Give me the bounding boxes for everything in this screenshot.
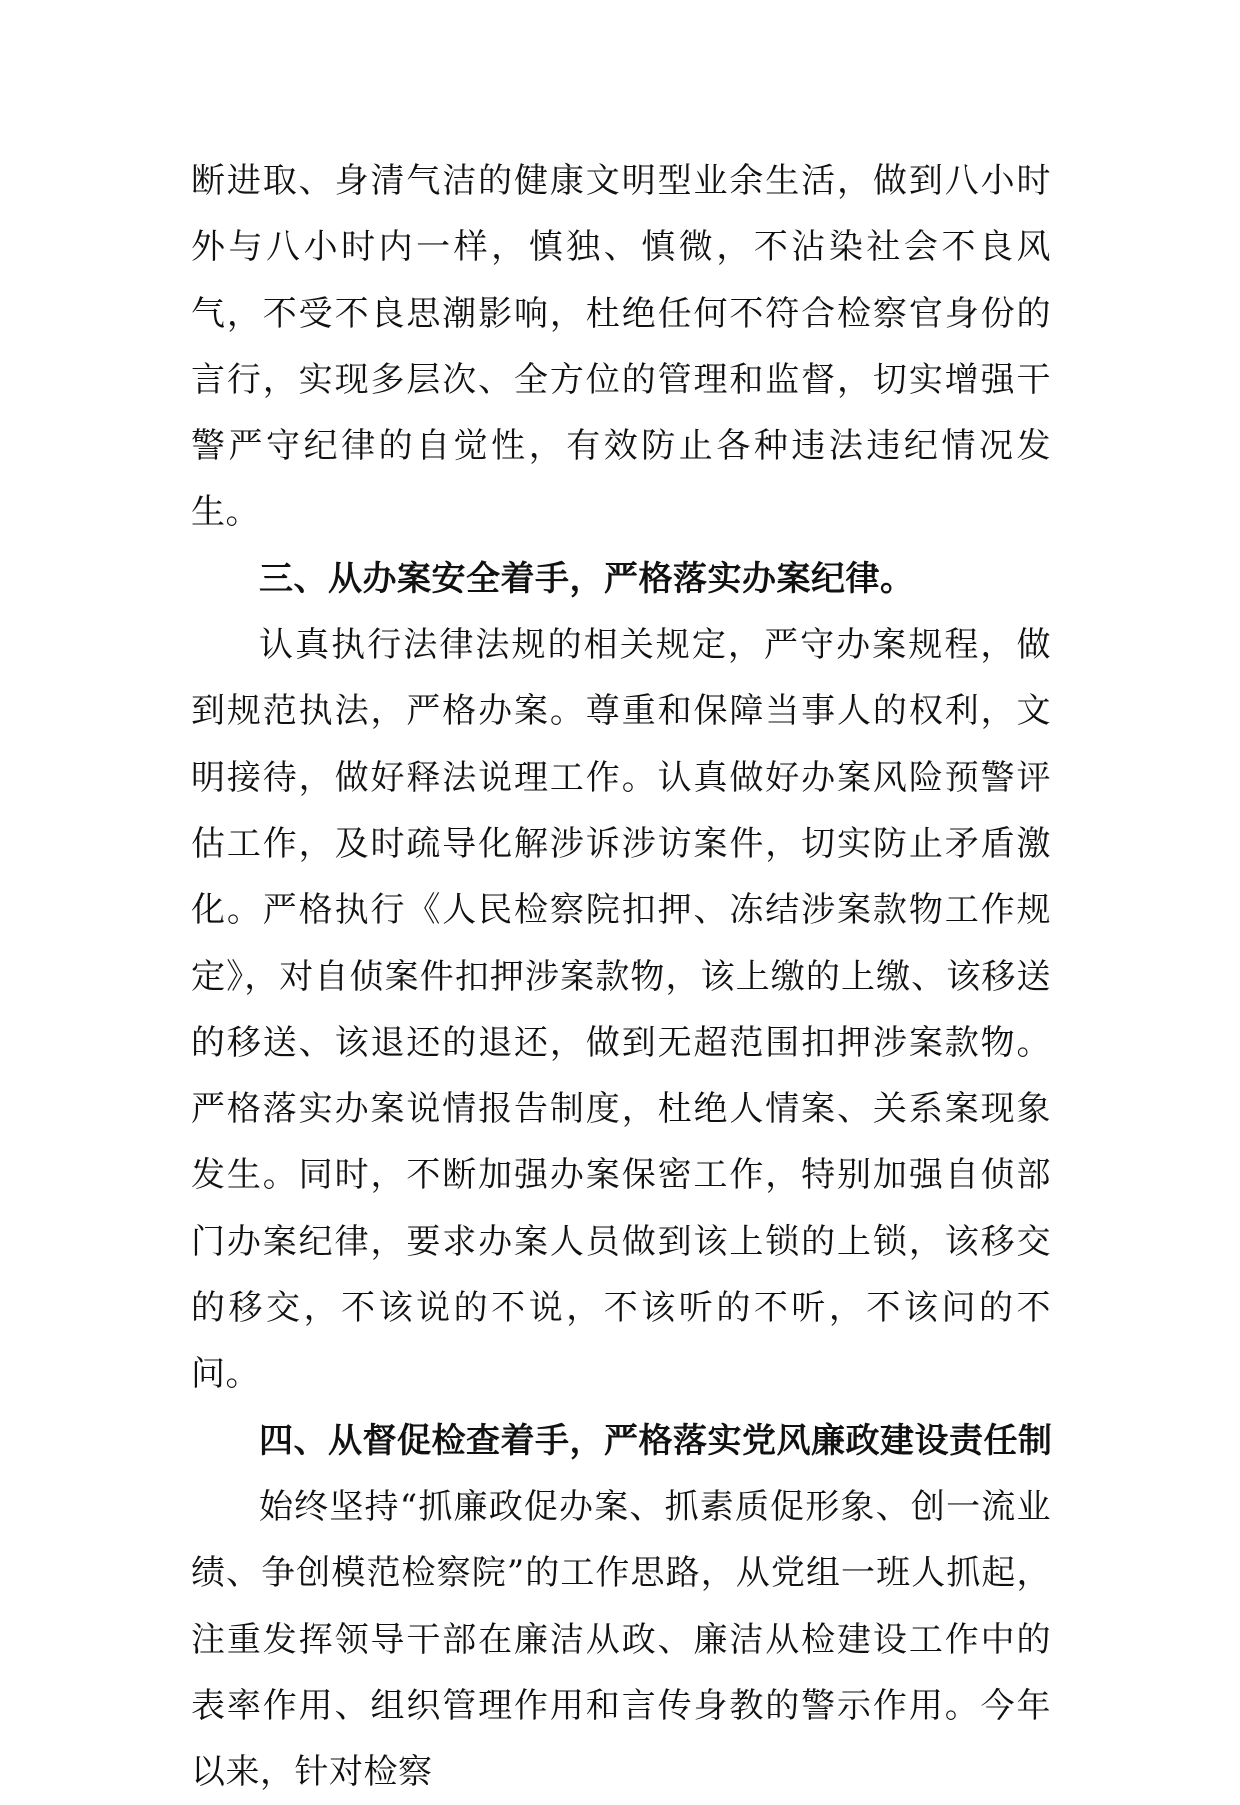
paragraph-responsibility: 始终坚持“抓廉政促办案、抓素质促形象、创一流业绩、争创模范检察院”的工作思路，从党组一班人抓起，注重发挥领导干部在廉洁从政、廉洁从检建设工作中的表率作用、组织管理作用和言传身教的警示作用。今年以来，针对检察: [191, 1486, 1051, 1793]
paragraph-case-discipline: 认真执行法律法规的相关规定，严守办案规程，做到规范执法，严格办案。尊重和保障当事人的权利，文明接待，做好释法说理工作。认真做好办案风险预警评估工作，及时疏导化解涉诉涉访案件，切实防止矛盾激化。严格执行《人民检察院扣押、冻结涉案款物工作规定》，对自侦案件扣押涉案款物，该上缴的上缴、该移送的移送、该退还的退还，做到无超范围扣押涉案款物。严格落实办案说情报告制度，杜绝人情案、关系案现象发生。同时，不断加强办案保密工作，特别加强自侦部门办案纪律，要求办案人员做到该上锁的上锁，该移交的移交，不该说的不说，不该听的不听，不该问的不问。: [191, 625, 1051, 1395]
paragraph-continued: 断进取、身清气洁的健康文明型业余生活，做到八小时外与八小时内一样，慎独、慎微，不沾染社会不良风气，不受不良思潮影响，杜绝任何不符合检察官身份的言行，实现多层次、全方位的管理和监督，切实增强干警严守纪律的自觉性，有效防止各种违法违纪情况发生。: [191, 161, 1051, 533]
document-body: [191, 148, 1051, 1805]
section-heading-3: 三、从办案安全着手，严格落实办案纪律。: [259, 558, 915, 599]
section-heading-4: 四、从督促检查着手，严格落实党风廉政建设责任制: [259, 1420, 1053, 1461]
